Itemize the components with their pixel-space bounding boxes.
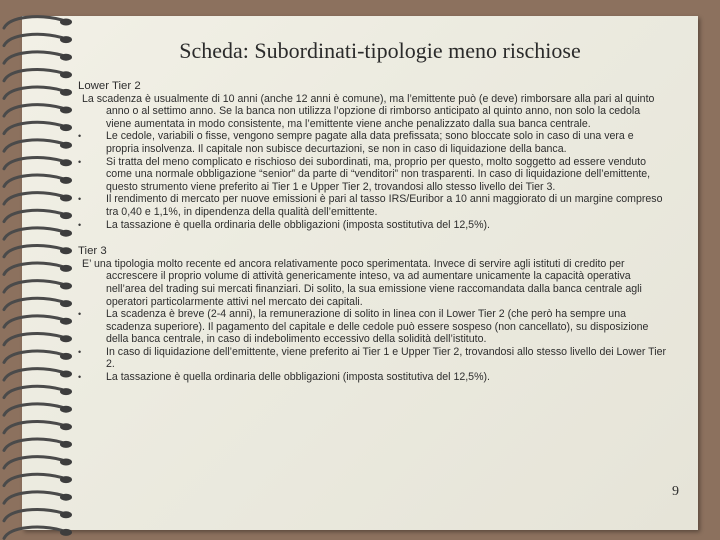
- binding-hole: [60, 441, 72, 448]
- binding-ring: [4, 228, 62, 239]
- binding-ring: [4, 52, 62, 63]
- binding-ring: [4, 87, 62, 98]
- binding-ring: [4, 386, 62, 397]
- bullet-text: Il rendimento di mercato per nuove emissioni è pari al tasso IRS/Euribor a 10 anni maggiorato di un margine compreso tra 0,40 e 1,1%, in dipendenza della qualità dell’emittente.: [106, 193, 663, 218]
- lower-tier2-bullet: [78, 156, 668, 194]
- binding-ring: [4, 140, 62, 151]
- binding-hole: [60, 177, 72, 184]
- binding-ring: [4, 422, 62, 433]
- page-number: 9: [672, 484, 679, 499]
- binding-ring: [4, 351, 62, 362]
- binding-ring: [4, 457, 62, 468]
- binding-ring: [4, 158, 62, 169]
- tier3-intro: E’ una tipologia molto recente ed ancora relativamente poco sperimentata. Invece di servire agli istituti di credito per accrescere il proprio volume di attività genericamente inteso, va ad aumentare unicamente la capacità operativa nell’area del trading sui mercati finanziari. Di solito, la sua emissione viene raccomandata dalla banca centrale agli operatori particolarmente attivi nel mercato dei capitali.: [82, 257, 642, 308]
- binding-hole: [60, 335, 72, 342]
- binding-ring: [4, 193, 62, 204]
- binding-hole: [60, 494, 72, 501]
- binding-ring: [4, 334, 62, 345]
- binding-hole: [60, 230, 72, 237]
- lower-tier2-heading: Lower Tier 2: [78, 80, 141, 92]
- bullet-icon: •: [78, 346, 82, 357]
- binding-ring: [4, 105, 62, 116]
- binding-hole: [60, 423, 72, 430]
- bullet-icon: •: [78, 372, 82, 383]
- bullet-icon: •: [78, 309, 82, 320]
- tier3-bullet: [78, 346, 668, 371]
- binding-ring: [4, 492, 62, 503]
- binding-hole: [60, 159, 72, 166]
- binding-ring: [4, 316, 62, 327]
- binding-hole: [60, 195, 72, 202]
- binding-hole: [60, 107, 72, 114]
- binding-hole: [60, 124, 72, 131]
- binding-ring: [4, 281, 62, 292]
- tier3-heading: Tier 3: [78, 245, 107, 258]
- binding-ring: [4, 175, 62, 186]
- binding-ring: [4, 510, 62, 521]
- slide-title: Scheda: Subordinati-tipologie meno rischiose: [179, 38, 581, 63]
- binding-ring: [4, 298, 62, 309]
- slide-content: [78, 80, 668, 384]
- bullet-icon: •: [78, 194, 82, 205]
- binding-ring: [4, 70, 62, 81]
- binding-hole: [60, 388, 72, 395]
- section-gap: [78, 231, 668, 245]
- lower-tier2-intro: La scadenza è usualmente di 10 anni (anche 12 anni è comune), ma l’emittente può (e deve) rimborsare alla pari al quinto anno o al settimo anno. Se la banca non utilizza l’opzione di rimborso anticipato al quinto anno, non solo la cedola viene aumentata in modo consistente, ma l’emittente viene anche penalizzato dalla sua banca centrale.: [82, 92, 655, 130]
- binding-ring: [4, 246, 62, 257]
- binding-hole: [60, 300, 72, 307]
- bullet-icon: •: [78, 156, 82, 167]
- binding-hole: [60, 283, 72, 290]
- bullet-text: Le cedole, variabili o fisse, vengono sempre pagate alla data prefissata; sono bloccate solo in caso di una vera e propria insolvenza. Il capitale non subisce decurtazioni, se non in caso di liquidazione della banca.: [106, 130, 634, 155]
- binding-hole: [60, 459, 72, 466]
- binding-hole: [60, 19, 72, 26]
- binding-ring: [4, 17, 62, 28]
- binding-hole: [60, 212, 72, 219]
- binding-hole: [60, 353, 72, 360]
- binding-hole: [60, 406, 72, 413]
- binding-hole: [60, 71, 72, 78]
- binding-hole: [60, 529, 72, 536]
- binding-hole: [60, 511, 72, 518]
- lower-tier2-bullet: [78, 130, 668, 155]
- bullet-text: La tassazione è quella ordinaria delle obbligazioni (imposta sostitutiva del 12,5%).: [106, 371, 490, 384]
- bullet-text: Si tratta del meno complicato e rischioso dei subordinati, ma, proprio per questo, molto soggetto ad essere venduto come una normale obbligazione “senior” da parte di “venditori” non trasparenti. In caso di liquidazione dell’emittente, questo strumento viene preferito ai Tier 1 e Upper Tier 2, trovandosi allo stesso livello dei Tier 3.: [106, 155, 651, 193]
- binding-hole: [60, 476, 72, 483]
- binding-ring: [4, 404, 62, 415]
- binding-hole: [60, 318, 72, 325]
- binding-hole: [60, 247, 72, 254]
- tier3-bullet: [78, 371, 668, 384]
- binding-ring: [4, 122, 62, 133]
- binding-hole: [60, 142, 72, 149]
- binding-ring: [4, 439, 62, 450]
- bullet-icon: •: [78, 219, 82, 230]
- binding-hole: [60, 89, 72, 96]
- bullet-text: La scadenza è breve (2-4 anni), la remunerazione di solito in linea con il Lower Tier 2 (che però ha sempre una scadenza superiore). Il pagamento del capitale e delle cedole può essere sospeso (non cancellato), su disposizione della banca centrale, in caso di indebolimento eccessivo della solidità dell’istituto.: [106, 308, 649, 346]
- lower-tier2-bullet: [78, 193, 668, 218]
- binding-hole: [60, 371, 72, 378]
- binding-ring: [4, 527, 62, 538]
- bullet-text: La tassazione è quella ordinaria delle obbligazioni (imposta sostitutiva del 12,5%).: [106, 218, 490, 231]
- binding-ring: [4, 474, 62, 485]
- binding-hole: [60, 265, 72, 272]
- bullet-icon: •: [78, 131, 82, 142]
- lower-tier2-bullet: [78, 219, 668, 232]
- binding-ring: [4, 263, 62, 274]
- tier3-bullet: [78, 308, 668, 346]
- bullet-text: In caso di liquidazione dell’emittente, viene preferito ai Tier 1 e Upper Tier 2, trovandosi allo stesso livello dei Lower Tier 2.: [106, 345, 666, 371]
- binding-ring: [4, 369, 62, 380]
- spiral-binding-icon: [0, 0, 80, 540]
- binding-ring: [4, 34, 62, 45]
- binding-ring: [4, 210, 62, 221]
